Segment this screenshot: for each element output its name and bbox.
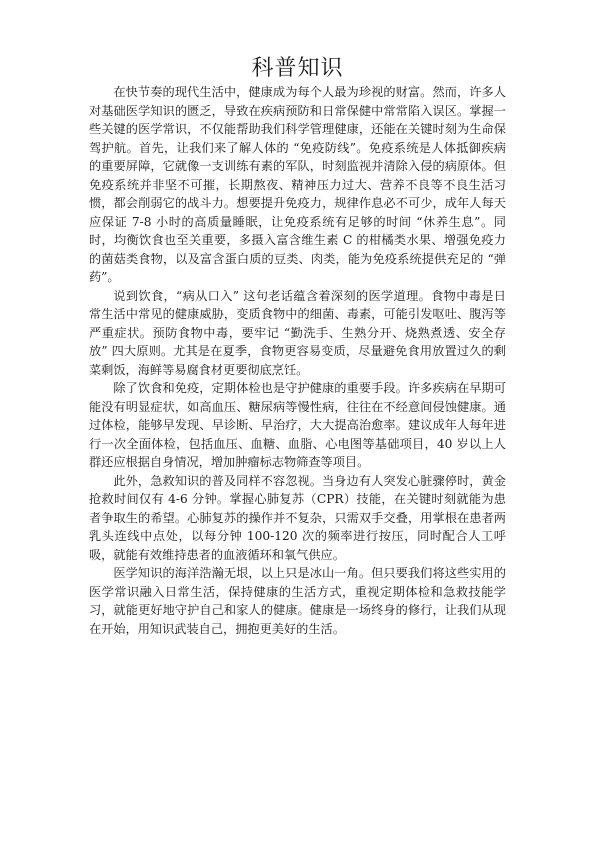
paragraph-health-checkup: 除了饮食和免疫，定期体检也是守护健康的重要手段。许多疾病在早期可能没有明显症状，如高血压、糖尿病等慢性病，往往在不经意间侵蚀健康。通过体检，能够早发现、早诊断、早治疗，大大提高治愈率。建议成年人每年进行一次全面体检，包括血压、血糖、血脂、心电图等基础项目，40 岁以上人群还应根据自身情况，增加肿瘤标志物筛查等项目。: [89, 381, 506, 469]
paragraph-food-safety: 说到饮食，“病从口入” 这句老话蕴含着深刻的医学道理。食物中毒是日常生活中常见的健康威胁，变质食物中的细菌、毒素，可能引发呕吐、腹泻等严重症状。预防食物中毒，要牢记 “勤洗手、生熟分开、烧熟煮透、安全存放” 四大原则。尤其是在夏季，食物更容易变质，尽量避免食用放置过久的剩菜剩饭，海鲜等易腐食材更要彻底烹饪。: [89, 288, 506, 377]
document-title: 科普知识: [251, 56, 344, 81]
document-body: [89, 83, 506, 638]
paragraph-immune-system: 在快节奏的现代生活中，健康成为每个人最为珍视的财富。然而，许多人对基础医学知识的匮乏，导致在疾病预防和日常保健中常常陷入误区。掌握一些关键的医学常识，不仅能帮助我们科学管理健康，还能在关键时刻为生命保驾护航。首先，让我们来了解人体的 “免疫防线”。免疫系统是人体抵御疾病的重要屏障，它就像一支训练有素的军队，时刻监视并清除入侵的病原体。但免疫系统并非坚不可摧，长期熬夜、精神压力过大、营养不良等不良生活习惯，都会削弱它的战斗力。想要提升免疫力，规律作息必不可少，成年人每天应保证 7-8 小时的高质量睡眠，让免疫系统有足够的时间 “休养生息”。同时，均衡饮食也至关重要，多摄入富含维生素 C 的柑橘类水果、增强免疫力的菌菇类食物，以及富含蛋白质的豆类、肉类，能为免疫系统提供充足的 “弹药”。: [89, 85, 506, 284]
paragraph-conclusion: 医学知识的海洋浩瀚无垠，以上只是冰山一角。但只要我们将这些实用的医学常识融入日常生活，保持健康的生活方式，重视定期体检和急救技能学习，就能更好地守护自己和家人的健康。健康是一场终身的修行，让我们从现在开始，用知识武装自己，拥抱更美好的生活。: [89, 566, 506, 636]
paragraph-first-aid: 此外，急救知识的普及同样不容忽视。当身边有人突发心脏骤停时，黄金抢救时间仅有 4-6 分钟。掌握心肺复苏（CPR）技能，在关键时刻就能为患者争取生的希望。心肺复苏的操作并不复杂，只需双手交叠，用掌根在患者两乳头连线中点处，以每分钟 100-120 次的频率进行按压，同时配合人工呼吸，就能有效维持患者的血液循环和氧气供应。: [89, 473, 506, 562]
